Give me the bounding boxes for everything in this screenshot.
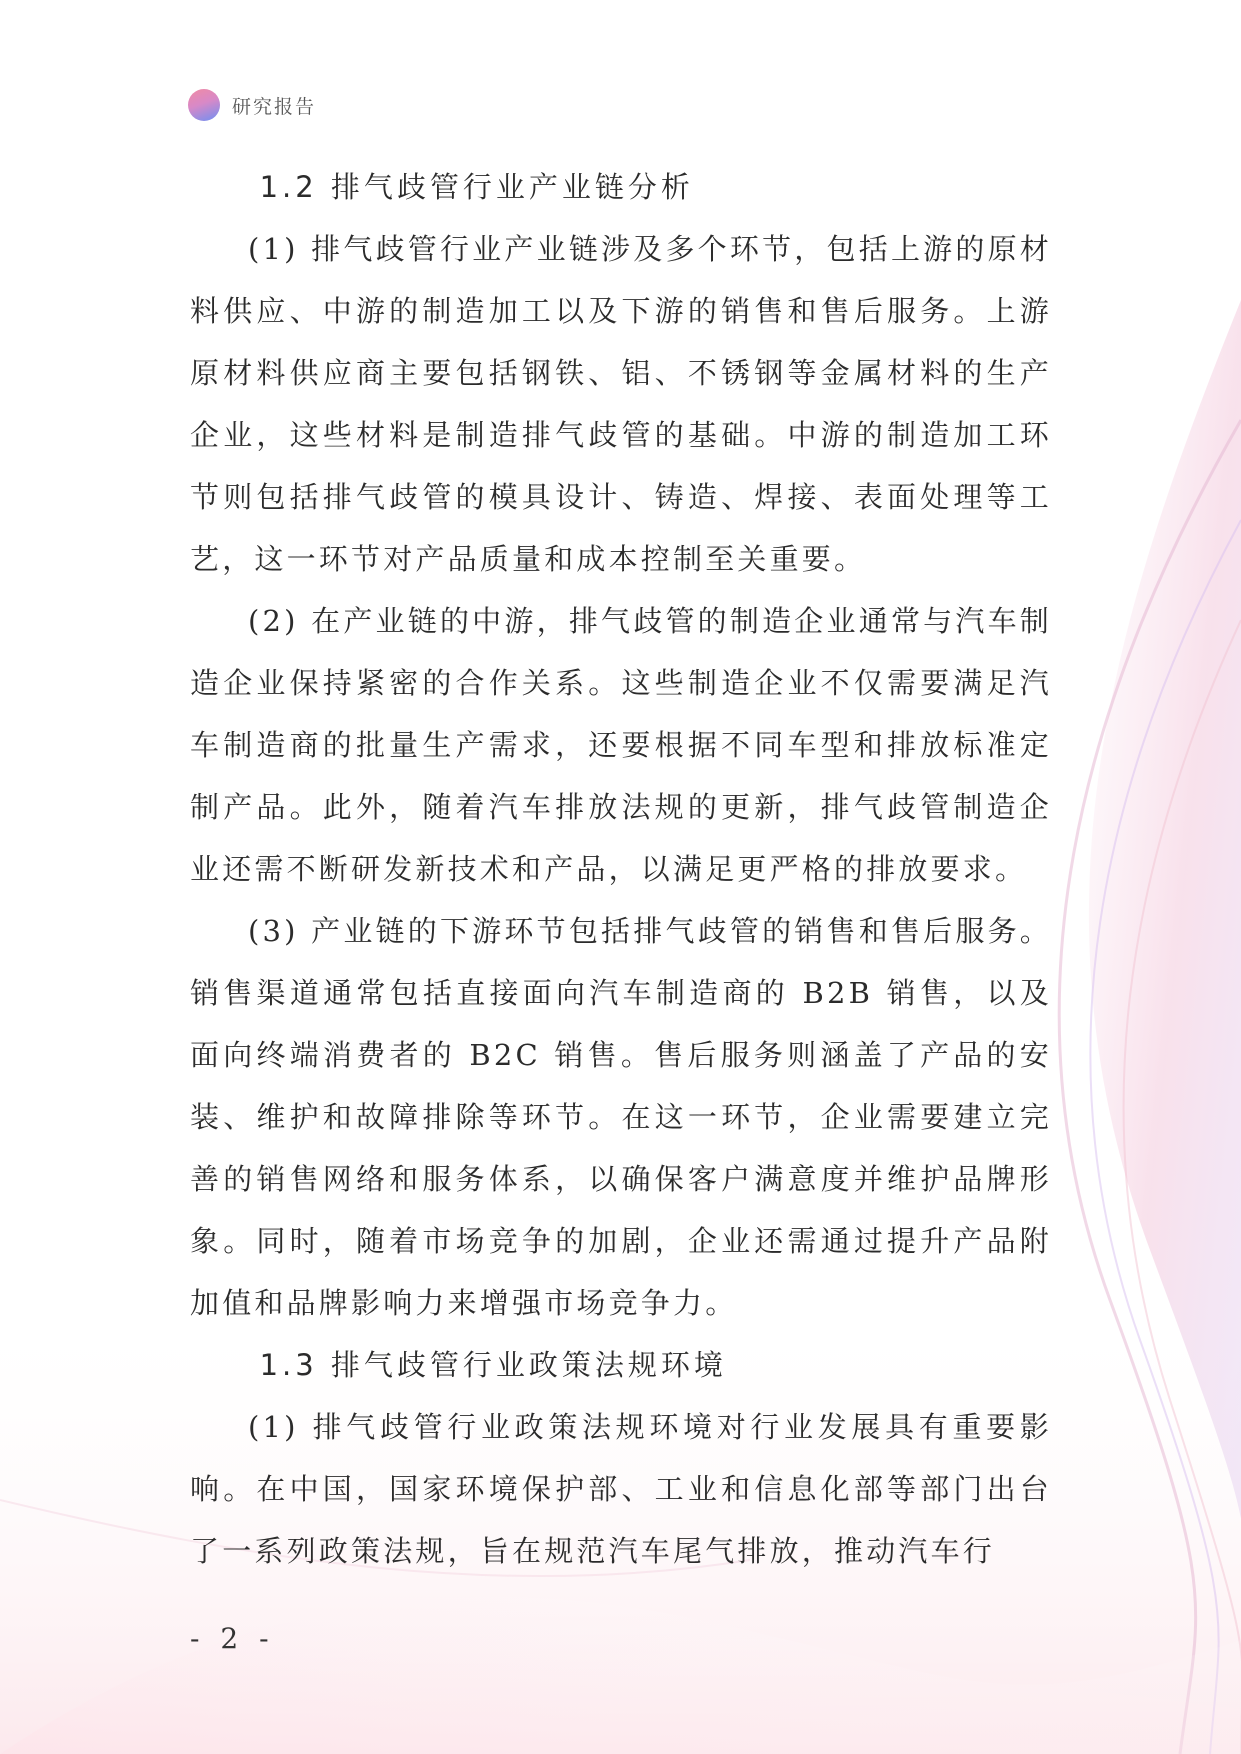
- paragraph-1: (1) 排气歧管行业产业链涉及多个环节，包括上游的原材料供应、中游的制造加工以及下游的销售和售后服务。上游原材料供应商主要包括钢铁、铝、不锈钢等金属材料的生产企业，这些材料是制造排气歧管的基础。中游的制造加工环节则包括排气歧管的模具设计、铸造、焊接、表面处理等工艺，这一环节对产品质量和成本控制至关重要。: [190, 232, 1052, 576]
- paragraph-3: (3) 产业链的下游环节包括排气歧管的销售和售后服务。销售渠道通常包括直接面向汽车制造商的 B2B 销售，以及面向终端消费者的 B2C 销售。售后服务则涵盖了产品的安装、维护和故障排除等环节。在这一环节，企业需要建立完善的销售网络和服务体系，以确保客户满意度并维护品牌形象。同时，随着市场竞争的加剧，企业还需通过提升产品附加值和品牌影响力来增强市场竞争力。: [190, 914, 1052, 1320]
- paragraph-2: (2) 在产业链的中游，排气歧管的制造企业通常与汽车制造企业保持紧密的合作关系。这些制造企业不仅需要满足汽车制造商的批量生产需求，还要根据不同车型和排放标准定制产品。此外，随着汽车排放法规的更新，排气歧管制造企业还需不断研发新技术和产品，以满足更严格的排放要求。: [190, 604, 1052, 886]
- document-body: [190, 156, 1052, 1582]
- section-heading-1-3: 1.3 排气歧管行业政策法规环境: [259, 1348, 727, 1382]
- header: [188, 88, 316, 122]
- section-heading-1-2: 1.2 排气歧管行业产业链分析: [259, 170, 694, 204]
- header-title: 研究报告: [232, 95, 317, 118]
- logo-icon: [188, 89, 220, 121]
- paragraph-4: (1) 排气歧管行业政策法规环境对行业发展具有重要影响。在中国，国家环境保护部、工业和信息化部等部门出台了一系列政策法规，旨在规范汽车尾气排放，推动汽车行: [190, 1410, 1052, 1568]
- page-number: - 2 -: [190, 1622, 275, 1655]
